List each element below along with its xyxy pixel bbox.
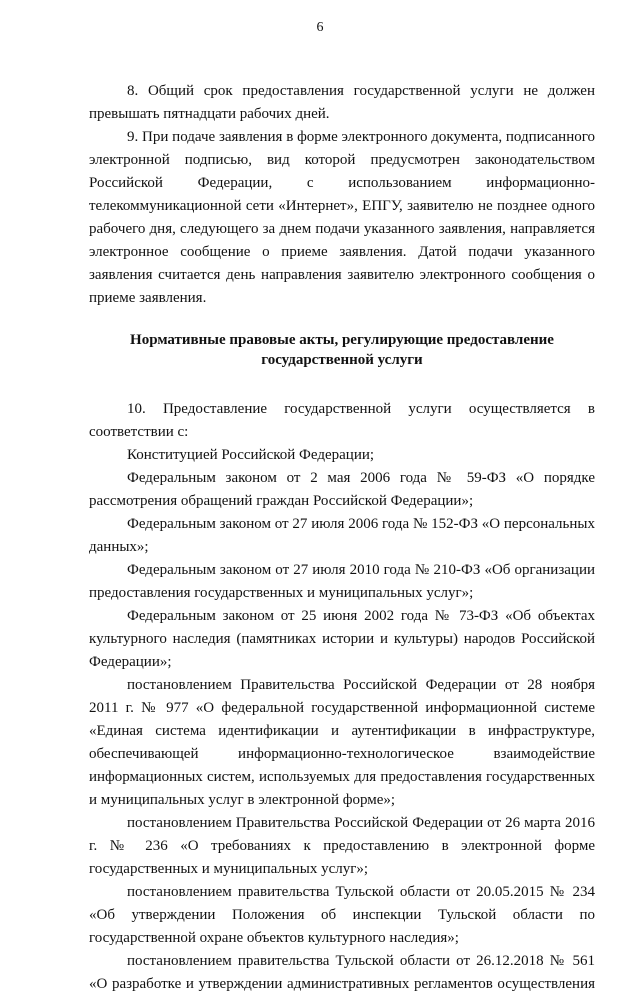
legal-act-constitution: Конституцией Российской Федерации; [127, 447, 375, 463]
legal-act-tula-561: постановлением правительства Тульской области от 26.12.2018 № 561 «О разработке и утверждении административных регламентов осуществления [89, 953, 595, 992]
legal-act-pp-977: постановлением Правительства Российской Федерации от 28 ноября 2011 г. № 977 «О федеральной государственной информационной системе «Единая система идентификации и аутентификации в инфраструктуре, обеспечивающей информационно-технологическое взаимодействие информационных систем, используемых для предоставления государственных и муниципальных услуг в электронной форме»; [89, 677, 595, 808]
legal-act-pp-236: постановлением Правительства Российской Федерации от 26 марта 2016 г. № 236 «О требованиях к предоставлению в электронной форме государственных и муниципальных услуг»; [89, 815, 595, 877]
legal-act-59-fz: Федеральным законом от 2 мая 2006 года № 59-ФЗ «О порядке рассмотрения обращений граждан Российской Федерации»; [89, 470, 595, 509]
paragraph-item-8: 8. Общий срок предоставления государственной услуги не должен превышать пятнадцати рабочих дней. [89, 83, 595, 122]
legal-act-210-fz: Федеральным законом от 27 июля 2010 года № 210-ФЗ «Об организации предоставления государственных и муниципальных услуг»; [89, 562, 595, 601]
section-heading-line-1: Нормативные правовые акты, регулирующие предоставление [130, 332, 554, 348]
section-heading-line-2: государственной услуги [261, 352, 423, 368]
document-body [89, 80, 595, 996]
section-heading [89, 330, 595, 370]
paragraph-item-9: 9. При подаче заявления в форме электронного документа, подписанного электронной подписью, вид которой предусмотрен законодательством Российской Федерации, с использованием информационно-телекоммуникационной сети «Интернет», ЕПГУ, заявителю не позднее одного рабочего дня, следующего за днем подачи указанного заявления, направляется электронное сообщение о приеме заявления. Датой подачи указанного заявления считается день направления заявителю электронного сообщения о приеме заявления. [89, 129, 595, 306]
legal-act-tula-234: постановлением правительства Тульской области от 20.05.2015 № 234 «Об утверждении Положения об инспекции Тульской области по государственной охране объектов культурного наследия»; [89, 884, 595, 946]
legal-act-73-fz: Федеральным законом от 25 июня 2002 года № 73-ФЗ «Об объектах культурного наследия (памятниках истории и культуры) народов Российской Федерации»; [89, 608, 595, 670]
page-number: 6 [316, 20, 324, 35]
legal-act-152-fz: Федеральным законом от 27 июля 2006 года № 152-ФЗ «О персональных данных»; [89, 516, 595, 555]
paragraph-item-10: 10. Предоставление государственной услуги осуществляется в соответствии с: [89, 401, 595, 440]
